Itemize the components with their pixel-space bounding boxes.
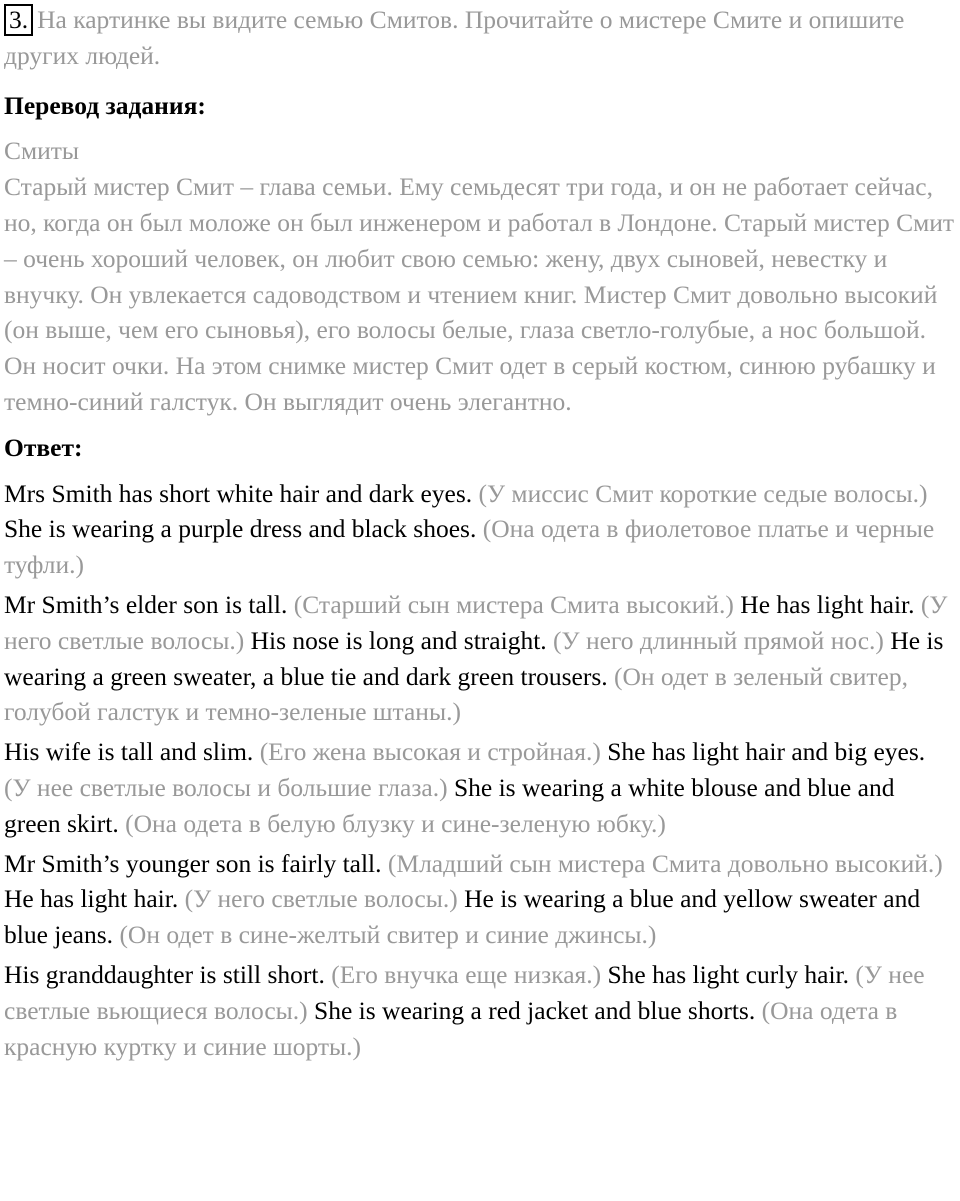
answer-russian-translation: (Его жена высокая и стройная.) (259, 737, 601, 767)
task-number: 3. (4, 4, 33, 36)
answer-russian-translation: (У миссис Смит короткие седые волосы.) (478, 478, 928, 508)
document-page (4, 2, 956, 1064)
answer-russian-translation: (Младший сын мистера Смита довольно высокий.) (387, 848, 943, 878)
translation-heading: Перевод задания: (4, 90, 206, 120)
translation-title: Смиты (4, 136, 80, 166)
answer-english-sentence: She is wearing a white blouse and blue and green skirt. (4, 772, 895, 838)
answer-english-sentence: He is wearing a green sweater, a blue tie and dark green trousers. (4, 625, 944, 691)
answer-english-sentence: He has light hair. (740, 589, 915, 619)
translation-body: Старый мистер Смит – глава семьи. Ему семьдесят три года, и он не работает сейчас, но, когда он был моложе он был инженером и работал в Лондоне. Старый мистер Смит – очень хороший человек, он любит свою семью: жену, двух сыновей, невестку и внучку. Он увлекается садоводством и чтением книг. Мистер Смит довольно высокий (он выше, чем его сыновья), его волосы белые, глаза светло-голубые, а нос большой. Он носит очки. На этом снимке мистер Смит одет в серый костюм, синюю рубашку и темно-синий галстук. Он выглядит очень элегантно. (4, 172, 955, 416)
answer-russian-translation: (Он одет в сине-желтый свитер и синие джинсы.) (119, 920, 657, 950)
answer-russian-translation: (Его внучка еще низкая.) (331, 959, 602, 989)
answer-heading: Ответ: (4, 432, 83, 462)
answer-english-sentence: She has light curly hair. (607, 959, 850, 989)
answer-english-sentence: Mr Smith’s elder son is tall. (4, 589, 288, 619)
answer-russian-translation: (У нее светлые вьющиеся волосы.) (4, 959, 925, 1025)
answer-english-sentence: He has light hair. (4, 884, 179, 914)
task-statement (4, 2, 956, 74)
answer-russian-translation: (У него светлые волосы.) (4, 589, 948, 655)
answer-english-sentence: She has light hair and big eyes. (607, 737, 926, 767)
answer-english-sentence: Mrs Smith has short white hair and dark eyes. (4, 478, 473, 508)
answer-english-sentence: His nose is long and straight. (250, 625, 547, 655)
answer-russian-translation: (У него светлые волосы.) (184, 884, 458, 914)
answer-paragraph (4, 734, 956, 841)
answer-russian-translation: (У него длинный прямой нос.) (553, 625, 884, 655)
answer-russian-translation: (Она одета в красную куртку и синие шорты.) (4, 995, 898, 1061)
answer-paragraph (4, 957, 956, 1064)
answer-english-sentence: Mr Smith’s younger son is fairly tall. (4, 848, 382, 878)
answer-block (4, 476, 956, 1065)
answer-english-sentence: She is wearing a red jacket and blue shorts. (314, 995, 756, 1025)
answer-english-sentence: She is wearing a purple dress and black shoes. (4, 514, 477, 544)
answer-russian-translation: (Он одет в зеленый свитер, голубой галстук и темно-зеленые штаны.) (4, 661, 908, 727)
answer-russian-translation: (Она одета в фиолетовое платье и черные туфли.) (4, 514, 935, 580)
answer-english-sentence: He is wearing a blue and yellow sweater and blue jeans. (4, 884, 921, 950)
answer-russian-translation: (Она одета в белую блузку и сине-зеленую юбку.) (125, 808, 666, 838)
answer-english-sentence: His granddaughter is still short. (4, 959, 325, 989)
answer-russian-translation: (У нее светлые волосы и большие глаза.) (4, 772, 448, 802)
translation-block (4, 133, 956, 419)
answer-paragraph (4, 476, 956, 583)
answer-english-sentence: His wife is tall and slim. (4, 737, 254, 767)
answer-paragraph (4, 587, 956, 730)
task-text: На картинке вы видите семью Смитов. Прочитайте о мистере Смите и опишите других людей. (4, 5, 905, 70)
answer-russian-translation: (Старший сын мистера Смита высокий.) (293, 589, 734, 619)
answer-paragraph (4, 846, 956, 953)
